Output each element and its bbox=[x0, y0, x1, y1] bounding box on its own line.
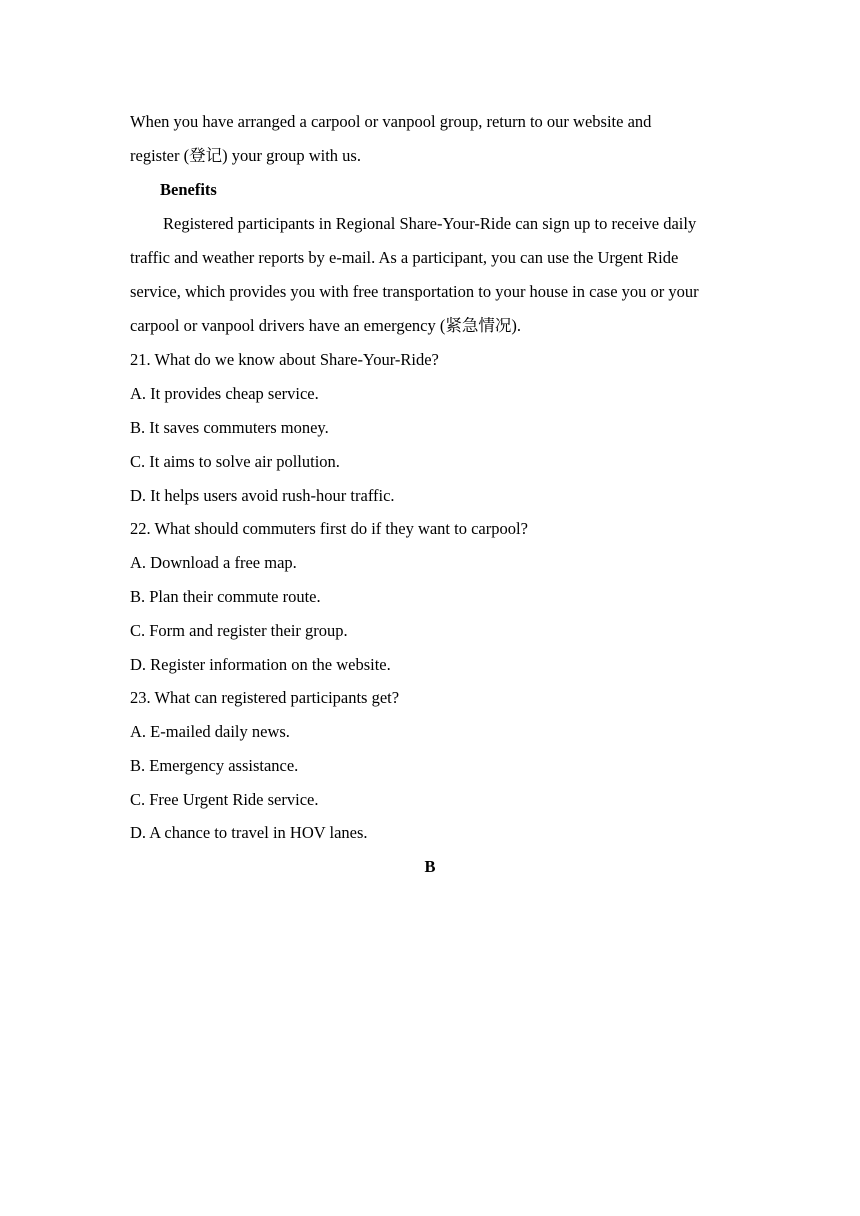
benefits-paragraph-line-2: traffic and weather reports by e-mail. As a participant, you can use the Urgent Ride bbox=[130, 248, 679, 267]
question-22-stem: 22. What should commuters first do if they want to carpool? bbox=[130, 519, 528, 538]
benefits-paragraph-line-3: service, which provides you with free transportation to your house in case you or your bbox=[130, 282, 699, 301]
question-22-option-d: D. Register information on the website. bbox=[130, 655, 391, 674]
benefits-paragraph-line-1: Registered participants in Regional Share-Your-Ride can sign up to receive daily bbox=[163, 214, 697, 233]
question-21-option-a: A. It provides cheap service. bbox=[130, 384, 319, 403]
benefits-paragraph-line-4: carpool or vanpool drivers have an emergency (紧急情况). bbox=[130, 316, 521, 335]
question-22-option-a: A. Download a free map. bbox=[130, 553, 297, 572]
question-22-option-b: B. Plan their commute route. bbox=[130, 587, 321, 606]
question-21-option-c: C. It aims to solve air pollution. bbox=[130, 452, 340, 471]
question-21-option-d: D. It helps users avoid rush-hour traffic. bbox=[130, 486, 395, 505]
section-marker: B bbox=[424, 857, 436, 876]
passage-intro-line-2: register (登记) your group with us. bbox=[130, 146, 361, 165]
question-22-option-c: C. Form and register their group. bbox=[130, 621, 348, 640]
passage-intro-line-1: When you have arranged a carpool or vanpool group, return to our website and bbox=[130, 112, 652, 131]
question-23-stem: 23. What can registered participants get? bbox=[130, 688, 400, 707]
question-23-option-b: B. Emergency assistance. bbox=[130, 756, 299, 775]
question-21-option-b: B. It saves commuters money. bbox=[130, 418, 329, 437]
question-23-option-a: A. E-mailed daily news. bbox=[130, 722, 290, 741]
benefits-heading: Benefits bbox=[160, 180, 217, 199]
question-23-option-d: D. A chance to travel in HOV lanes. bbox=[130, 823, 368, 842]
question-23-option-c: C. Free Urgent Ride service. bbox=[130, 790, 319, 809]
question-21-stem: 21. What do we know about Share-Your-Ride? bbox=[130, 350, 439, 369]
